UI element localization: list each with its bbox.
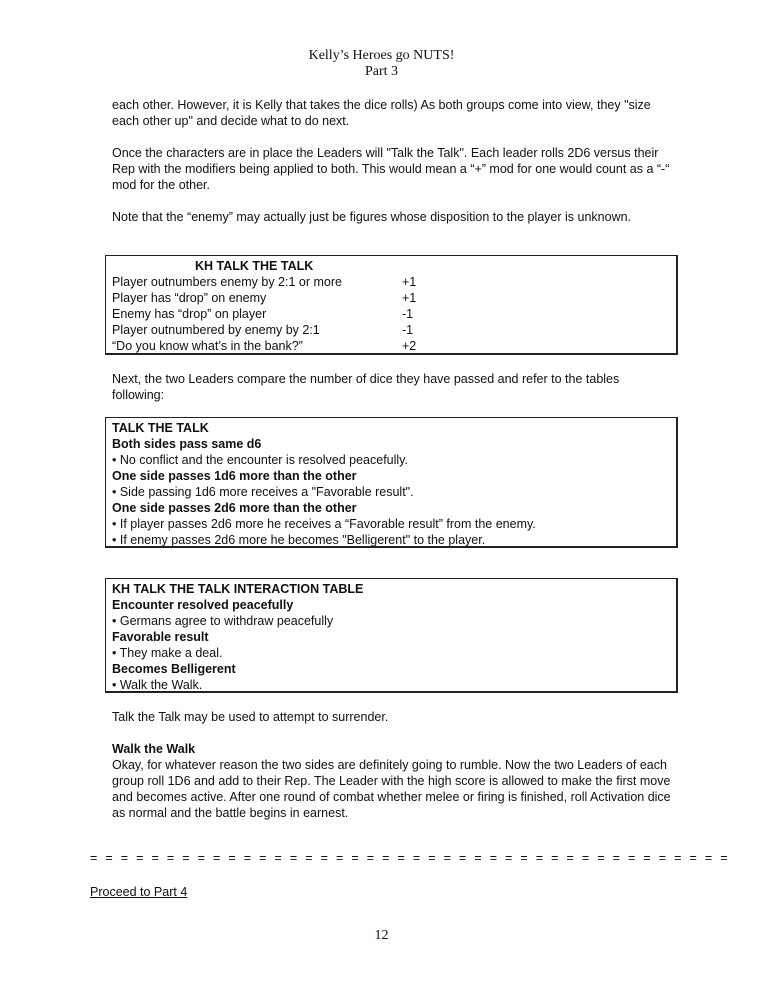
modifier-label: Enemy has “drop” on player: [112, 307, 267, 321]
interaction-table-line: • Germans agree to withdraw peacefully: [112, 614, 334, 628]
talk-table-line: • No conflict and the encounter is resolved peacefully.: [112, 453, 408, 467]
interaction-table-heading: Favorable result: [112, 630, 209, 644]
modifier-label: Player has “drop” on enemy: [112, 291, 267, 305]
paragraph-compare-dice: Next, the two Leaders compare the number of dice they have passed and refer to the tables following:: [112, 372, 620, 402]
interaction-table-line: • Walk the Walk.: [112, 678, 203, 692]
document-part: Part 3: [364, 64, 399, 79]
proceed-link[interactable]: Proceed to Part 4: [90, 885, 188, 899]
modifier-value: +1: [402, 291, 417, 305]
interaction-table-title: KH TALK THE TALK INTERACTION TABLE: [112, 582, 364, 596]
paragraph-enemy-note: Note that the “enemy” may actually just be figures whose disposition to the player is unknown.: [112, 210, 632, 224]
modifier-value: +2: [402, 339, 417, 353]
modifier-value: -1: [402, 323, 414, 337]
paragraph-surrender: Talk the Talk may be used to attempt to surrender.: [112, 710, 389, 724]
table-row: [112, 322, 676, 338]
talk-table-heading: Both sides pass same d6: [112, 437, 262, 451]
paragraph-talk-the-talk: Once the characters are in place the Leaders will "Talk the Talk". Each leader rolls 2D6 versus their Rep with the modifiers being applied to both. This would mean a “+” mod for one would count as a “-“ mod for the other.: [112, 146, 670, 192]
interaction-table: [105, 578, 678, 693]
talk-the-talk-table: [105, 417, 678, 548]
talk-table-line: • If enemy passes 2d6 more he becomes "Belligerent" to the player.: [112, 533, 486, 547]
interaction-table-line: • They make a deal.: [112, 646, 223, 660]
modifier-label: Player outnumbers enemy by 2:1 or more: [112, 275, 342, 289]
modifier-value: +1: [402, 275, 417, 289]
modifier-value: -1: [402, 307, 414, 321]
modifiers-table-title: KH TALK THE TALK: [195, 259, 314, 273]
table-row: [112, 338, 676, 354]
talk-table-title: TALK THE TALK: [112, 421, 209, 435]
interaction-table-heading: Becomes Belligerent: [112, 662, 236, 676]
talk-table-heading: One side passes 2d6 more than the other: [112, 501, 357, 515]
interaction-table-heading: Encounter resolved peacefully: [112, 598, 294, 612]
talk-table-heading: One side passes 1d6 more than the other: [112, 469, 357, 483]
paragraph-intro: each other. However, it is Kelly that takes the dice rolls) As both groups come into view, they "size each other up" and decide what to do next.: [112, 98, 651, 128]
talk-table-line: • Side passing 1d6 more receives a "Favorable result".: [112, 485, 414, 499]
section-divider: = = = = = = = = = = = = = = = = = = = = = = = = = = = = = = = = = = = = = = = = = =: [90, 851, 730, 865]
table-row: [112, 290, 676, 306]
document-title: Kelly’s Heroes go NUTS!: [308, 48, 455, 63]
modifiers-table: [105, 255, 678, 355]
section-heading-walk-the-walk: Walk the Walk: [112, 742, 196, 756]
table-row: [112, 274, 676, 290]
page-number: 12: [374, 928, 389, 943]
modifier-label: “Do you know what’s in the bank?”: [112, 339, 303, 353]
talk-table-line: • If player passes 2d6 more he receives a “Favorable result” from the enemy.: [112, 517, 536, 531]
paragraph-walk-the-walk: Okay, for whatever reason the two sides are definitely going to rumble. Now the two Leaders of each group roll 1D6 and add to their Rep. The Leader with the high score is allowed to make the first move and becomes active. After one round of combat whether melee or firing is finished, roll Activation dice as normal and the battle begins in earnest.: [112, 758, 671, 820]
table-row: [112, 306, 676, 322]
modifier-label: Player outnumbered by enemy by 2:1: [112, 323, 320, 337]
